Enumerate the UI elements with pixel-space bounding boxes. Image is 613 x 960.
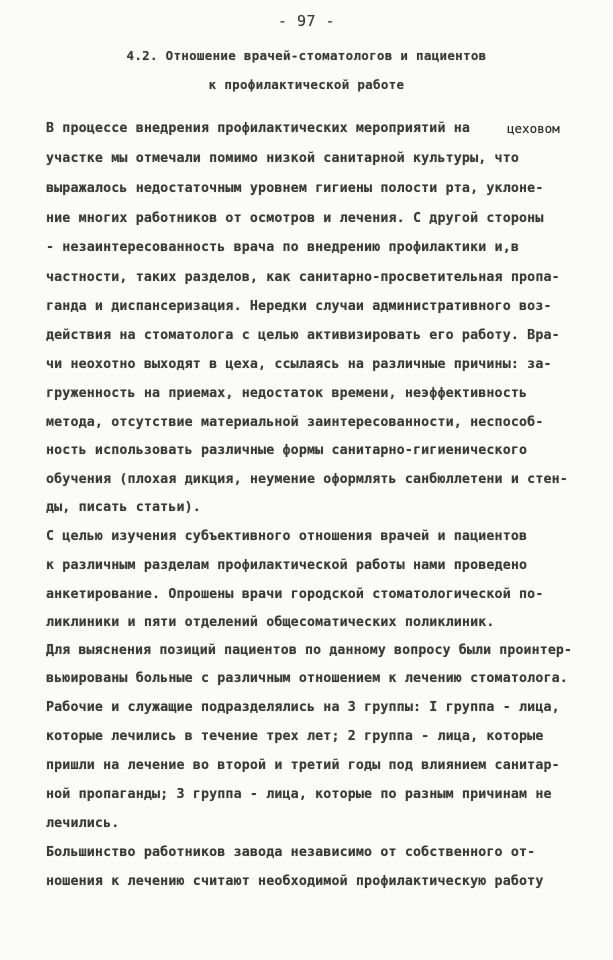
text-line: С целью изучения субъективного отношения врачей и пациентов (46, 529, 528, 544)
handwritten-margin-note: цеховом (507, 121, 560, 136)
text-line: чи неохотно выходят в цеха, ссылаясь на различные причины: за- (46, 357, 552, 372)
text-line: - незаинтересованность врача по внедрению профилактики и,в (46, 240, 520, 255)
text-line: пришли на лечение во второй и третий годы под влиянием санитар- (46, 758, 560, 773)
text-line: участке мы отмечали помимо низкой санитарной культуры, что (46, 151, 520, 166)
text-line: Большинство работников завода независимо от собственного от- (46, 845, 536, 860)
text-line: действия на стоматолога с целью активизировать его работу. Вра- (46, 328, 560, 343)
page-number: - 97 - (277, 12, 336, 30)
text-line: лечились. (46, 816, 120, 831)
text-line: груженность на приемах, недостаток времени, неэффективность (46, 386, 528, 401)
text-line: обучения (плохая дикция, неумение оформлять санбюллетени и стен- (46, 472, 568, 487)
text-line: ние многих работников от осмотров и лечения. С другой стороны (46, 211, 544, 226)
section-heading-line-1: 4.2. Отношение врачей-стоматологов и пациентов (126, 48, 487, 63)
text-line: анкетирование. Опрошены врачи городской стоматологической по- (46, 587, 544, 602)
text-line: ликлиники и пяти отделений общесоматических поликлиник. (46, 615, 495, 630)
text-line: метода, отсутствие материальной заинтересованности, неспособ- (46, 415, 544, 430)
text-line: выражалось недостаточным уровнем гигиены полости рта, уклоне- (46, 181, 544, 196)
text-line: Для выяснения позиций пациентов по данному вопросу были проинтер- (46, 643, 573, 658)
text-line: ды, писать статьи). (46, 500, 201, 515)
text-line: вьюированы больные с различным отношением к лечению стоматолога. (46, 671, 568, 686)
text-line: ганда и диспансеризация. Нередки случаи административного воз- (46, 299, 552, 314)
text-line: ной пропаганды; 3 группа - лица, которые по разным причинам не (46, 787, 552, 802)
text-line: к различным разделам профилактической работы нами проведено (46, 558, 528, 573)
text-line: ношения к лечению считают необходимой профилактическую работу (46, 874, 544, 889)
text-line: Рабочие и служащие подразделялись на 3 группы: I группа - лица, (46, 700, 560, 715)
text-line: ность использовать различные формы санитарно-гигиенического (46, 443, 528, 458)
text-line: частности, таких разделов, как санитарно-просветительная пропа- (46, 270, 560, 285)
section-heading-line-2: к профилактической работе (208, 77, 405, 92)
text-line: В процессе внедрения профилактических мероприятий на (46, 121, 471, 136)
text-line: которые лечились в течение трех лет; 2 группа - лица, которые (46, 729, 544, 744)
